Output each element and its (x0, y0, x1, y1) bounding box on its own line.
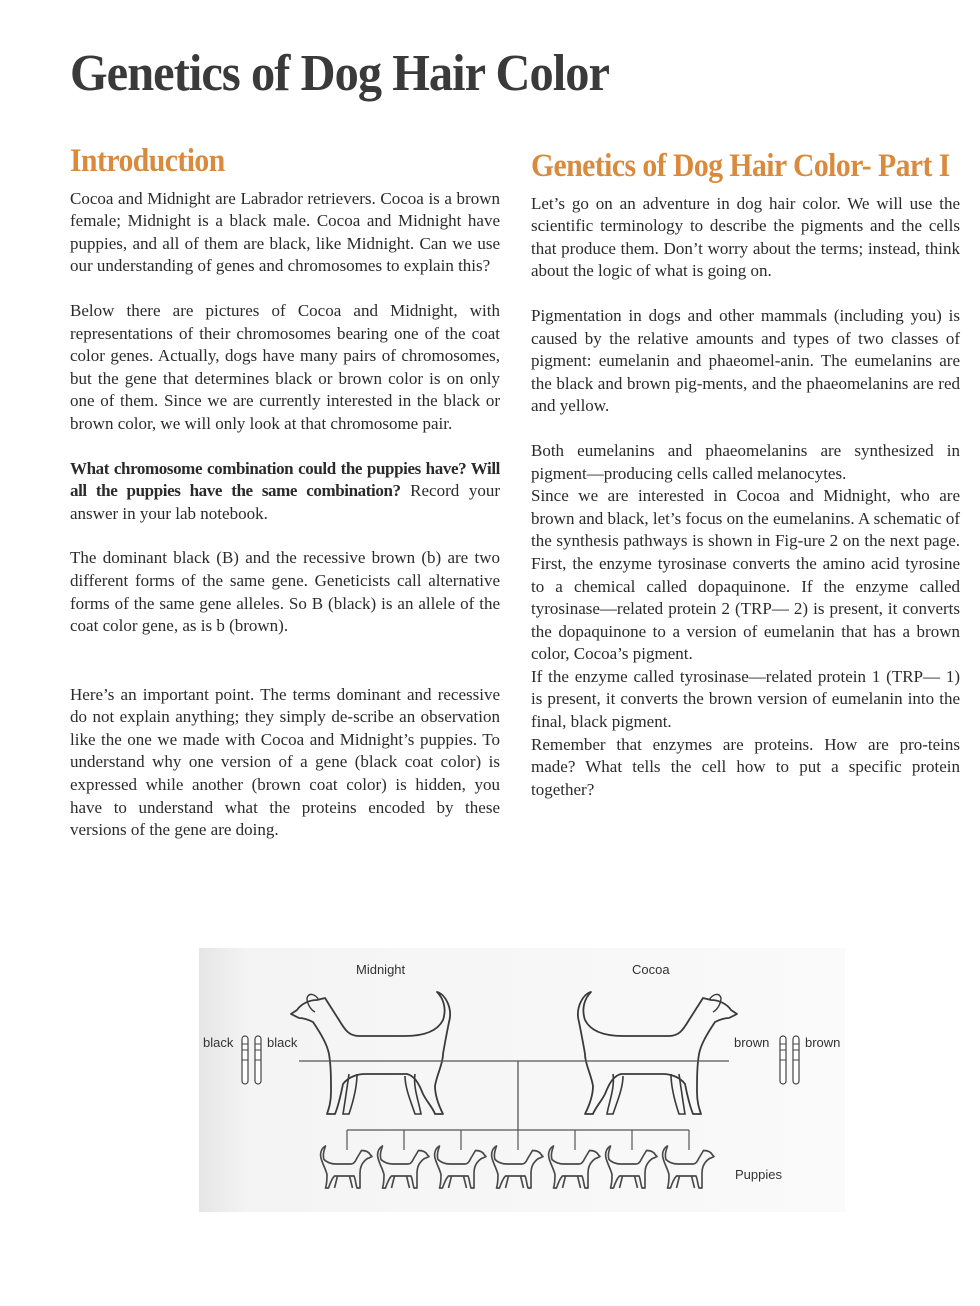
trp1-paragraph: If the enzyme called tyrosinase—related protein 1 (TRP— 1) is present, it converts the brown version of eumelanin into the final, black pigment. (531, 666, 960, 732)
chromosome-paragraph: Below there are pictures of Cocoa and Midnight, with representations of their chromosomes bearing one of the coat color genes. Actually, dogs have many pairs of chromosomes, but the gene that determines black or brown color is on only one of them. Since we are currently interested in the black or brown color, we will only look at that chromosome pair. (70, 300, 500, 433)
part-one-heading: Genetics of Dog Hair Color- Part I (531, 148, 950, 184)
intro-paragraph: Cocoa and Midnight are Labrador retrievers. Cocoa is a brown female; Midnight is a black male. Cocoa and Midnight have puppies, and all of them are black, like Midnight. Can we use our understanding of genes and chromosomes to explain this? (70, 188, 500, 276)
puppies-label: Puppies (735, 1167, 782, 1182)
dominant-recessive-paragraph: Here’s an important point. The terms dominant and recessive do not explain anything; they simply de-scribe an observation like the one we made with Cocoa and Midnight’s puppies. To understand why one version of a gene (black coat color) is expressed while another (brown coat color) is hidden, you have to understand what the proteins encoded by these versions of the gene are doing. (70, 684, 500, 840)
cocoa-chromosome-right (793, 1036, 799, 1084)
pigmentation-paragraph: Pigmentation in dogs and other mammals (including you) is caused by the relative amounts and types of two classes of pigment: eumelanin and phaeomel-anin. The eumelanins are the black and brown pig-ments, and the phaeomelanins are red and yellow. (531, 305, 960, 416)
midnight-allele-label-right: black (267, 1035, 298, 1050)
proteins-question-paragraph: Remember that enzymes are proteins. How are pro-teins made? What tells the cell how to put a specific protein together? (531, 734, 960, 799)
midnight-chromosome-left (242, 1036, 248, 1084)
cocoa-chromosome-left (780, 1036, 786, 1084)
page-title: Genetics of Dog Hair Color (70, 45, 610, 102)
introduction-heading: Introduction (70, 143, 225, 179)
pedigree-figure (199, 948, 845, 1212)
pedigree-svg (199, 948, 845, 1212)
midnight-chromosome-right (255, 1036, 261, 1084)
melanocytes-paragraph: Both eumelanins and phaeomelanins are synthesized in pigment—producing cells called melanocytes. (531, 440, 960, 483)
question-paragraph (70, 458, 500, 526)
cocoa-allele-label-left: brown (734, 1035, 770, 1050)
adventure-paragraph: Let’s go on an adventure in dog hair color. We will use the scientific terminology to describe the pigments and the cells that produce them. Don’t worry about the terms; instead, think about the logic of what is going on. (531, 193, 960, 281)
midnight-label: Midnight (356, 962, 406, 977)
cocoa-label: Cocoa (632, 962, 670, 977)
question-bold-text: What chromosome combination could the puppies have? Will all the puppies have the same combination? (70, 458, 500, 501)
cocoa-allele-label-right: brown (805, 1035, 841, 1050)
pathway-paragraph: Since we are interested in Cocoa and Midnight, who are brown and black, let’s focus on the eumelanins. A schematic of the synthesis pathways is shown in Fig-ure 2 on the next page. First, the enzyme tyrosinase converts the amino acid tyrosine to a chemical called dopaquinone. If the enzyme called tyrosinase—related protein 2 (TRP— 2) is present, it converts the dopaquinone to a version of eumelanin that has a brown color, Cocoa’s pigment. (531, 486, 960, 664)
question-instruction: Record your answer in your lab notebook. (70, 481, 500, 523)
alleles-paragraph: The dominant black (B) and the recessive brown (b) are two different forms of the same gene. Geneticists call alternative forms of the same gene alleles. So B (black) is an allele of the coat color gene, as is b (brown). (70, 548, 500, 636)
midnight-allele-label-left: black (203, 1035, 234, 1050)
left-column (70, 143, 500, 864)
right-column (531, 148, 960, 801)
